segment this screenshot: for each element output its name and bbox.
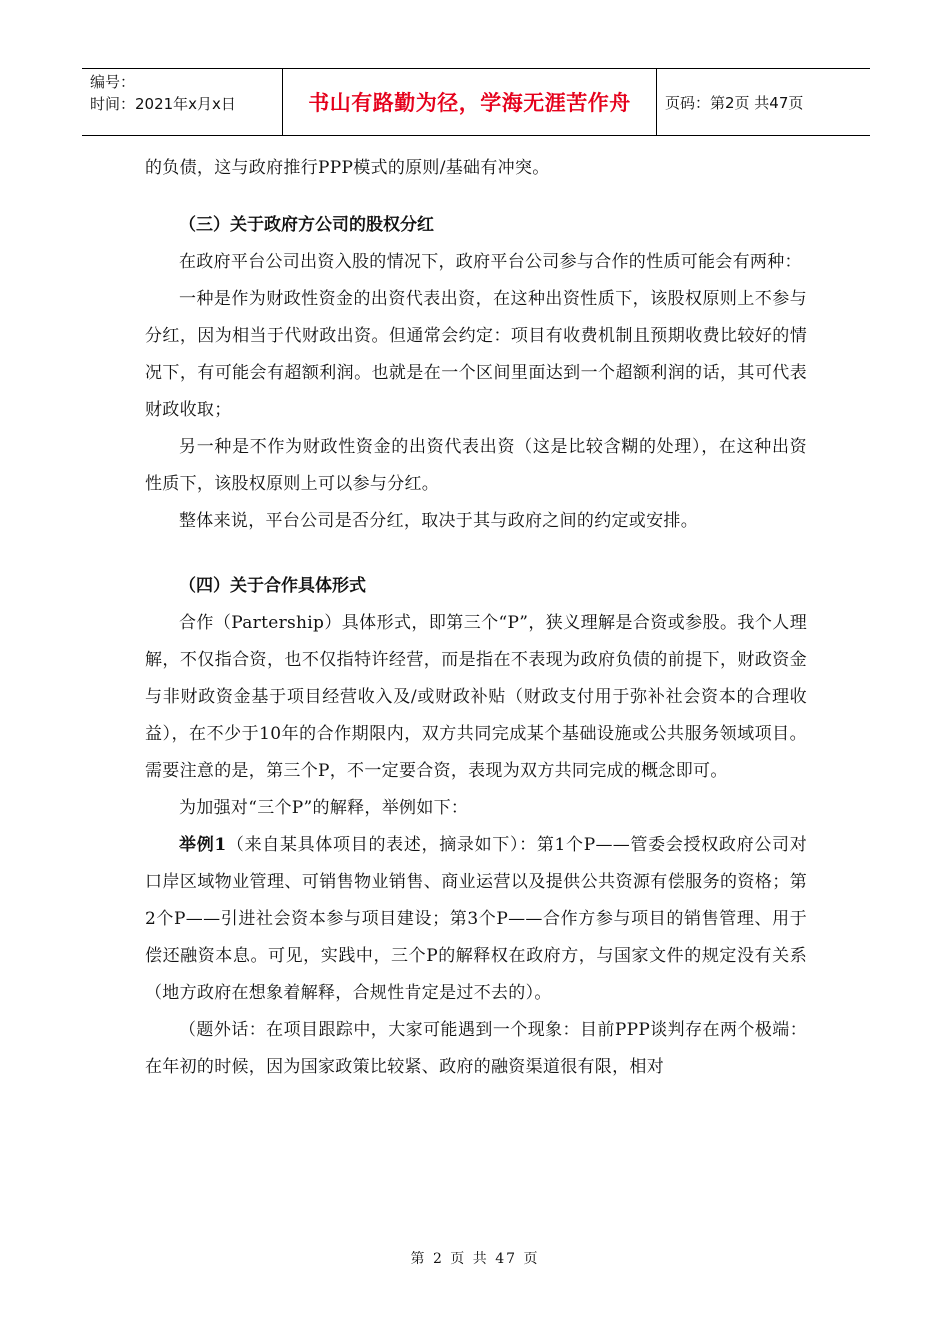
paragraph-example <box>145 827 807 1012</box>
paragraph: （题外话：在项目跟踪中，大家可能遇到一个现象：目前PPP谈判存在两个极端：在年初的时候，因为国家政策比较紧、政府的融资渠道很有限，相对 <box>145 1020 807 1077</box>
page-footer: 第 2 页 共 47 页 <box>410 1251 540 1267</box>
header-meta <box>82 69 283 135</box>
number-label: 编号： <box>90 73 136 91</box>
time-label: 时间：2021年x月x日 <box>90 95 236 113</box>
section-heading-3: （三）关于政府方公司的股权分红 <box>179 215 434 235</box>
header-page-info: 页码：第2页 共47页 <box>665 93 804 112</box>
paragraph: 为加强对“三个P”的解释，举例如下： <box>179 798 469 818</box>
paragraph: 整体来说，平台公司是否分红，取决于其与政府之间的约定或安排。 <box>179 511 698 531</box>
example-text: （来自某具体项目的表述，摘录如下）：第1个P——管委会授权政府公司对口岸区域物业管理、可销售物业销售、商业运营以及提供公共资源有偿服务的资格；第2个P——引进社会资本参与项目建设；第3个P——合作方参与项目的销售管理、用于偿还融资本息。可见，实践中，三个P的解释权在政府方，与国家文件的规定没有关系（地方政府在想象着解释，合规性肯定是过不去的）。 <box>145 835 807 1003</box>
page-header <box>82 68 870 136</box>
paragraph: 在政府平台公司出资入股的情况下，政府平台公司参与合作的性质可能会有两种： <box>179 252 802 272</box>
paragraph: 一种是作为财政性资金的出资代表出资，在这种出资性质下，该股权原则上不参与分红，因为相当于代财政出资。但通常会约定：项目有收费机制且预期收费比较好的情况下，有可能会有超额利润。也就是在一个区间里面达到一个超额利润的话，其可代表财政收取； <box>145 289 807 420</box>
document-body <box>145 150 807 1086</box>
paragraph: 另一种是不作为财政性资金的出资代表出资（这是比较含糊的处理），在这种出资性质下，该股权原则上可以参与分红。 <box>145 437 807 494</box>
section-heading-4: （四）关于合作具体形式 <box>179 576 366 596</box>
header-motto: 书山有路勤为径，学海无涯苦作舟 <box>283 69 657 135</box>
paragraph: 合作（Partership）具体形式，即第三个“P”，狭义理解是合资或参股。我个人理解，不仅指合资，也不仅指特许经营，而是指在不表现为政府负债的前提下，财政资金与非财政资金基于项目经营收入及/或财政补贴（财政支付用于弥补社会资本的合理收益），在不少于10年的合作期限内，双方共同完成某个基础设施或公共服务领域项目。需要注意的是，第三个P，不一定要合资，表现为双方共同完成的概念即可。 <box>145 613 807 781</box>
example-label: 举例1 <box>179 835 227 855</box>
paragraph-continued: 的负债，这与政府推行PPP模式的原则/基础有冲突。 <box>145 158 550 178</box>
